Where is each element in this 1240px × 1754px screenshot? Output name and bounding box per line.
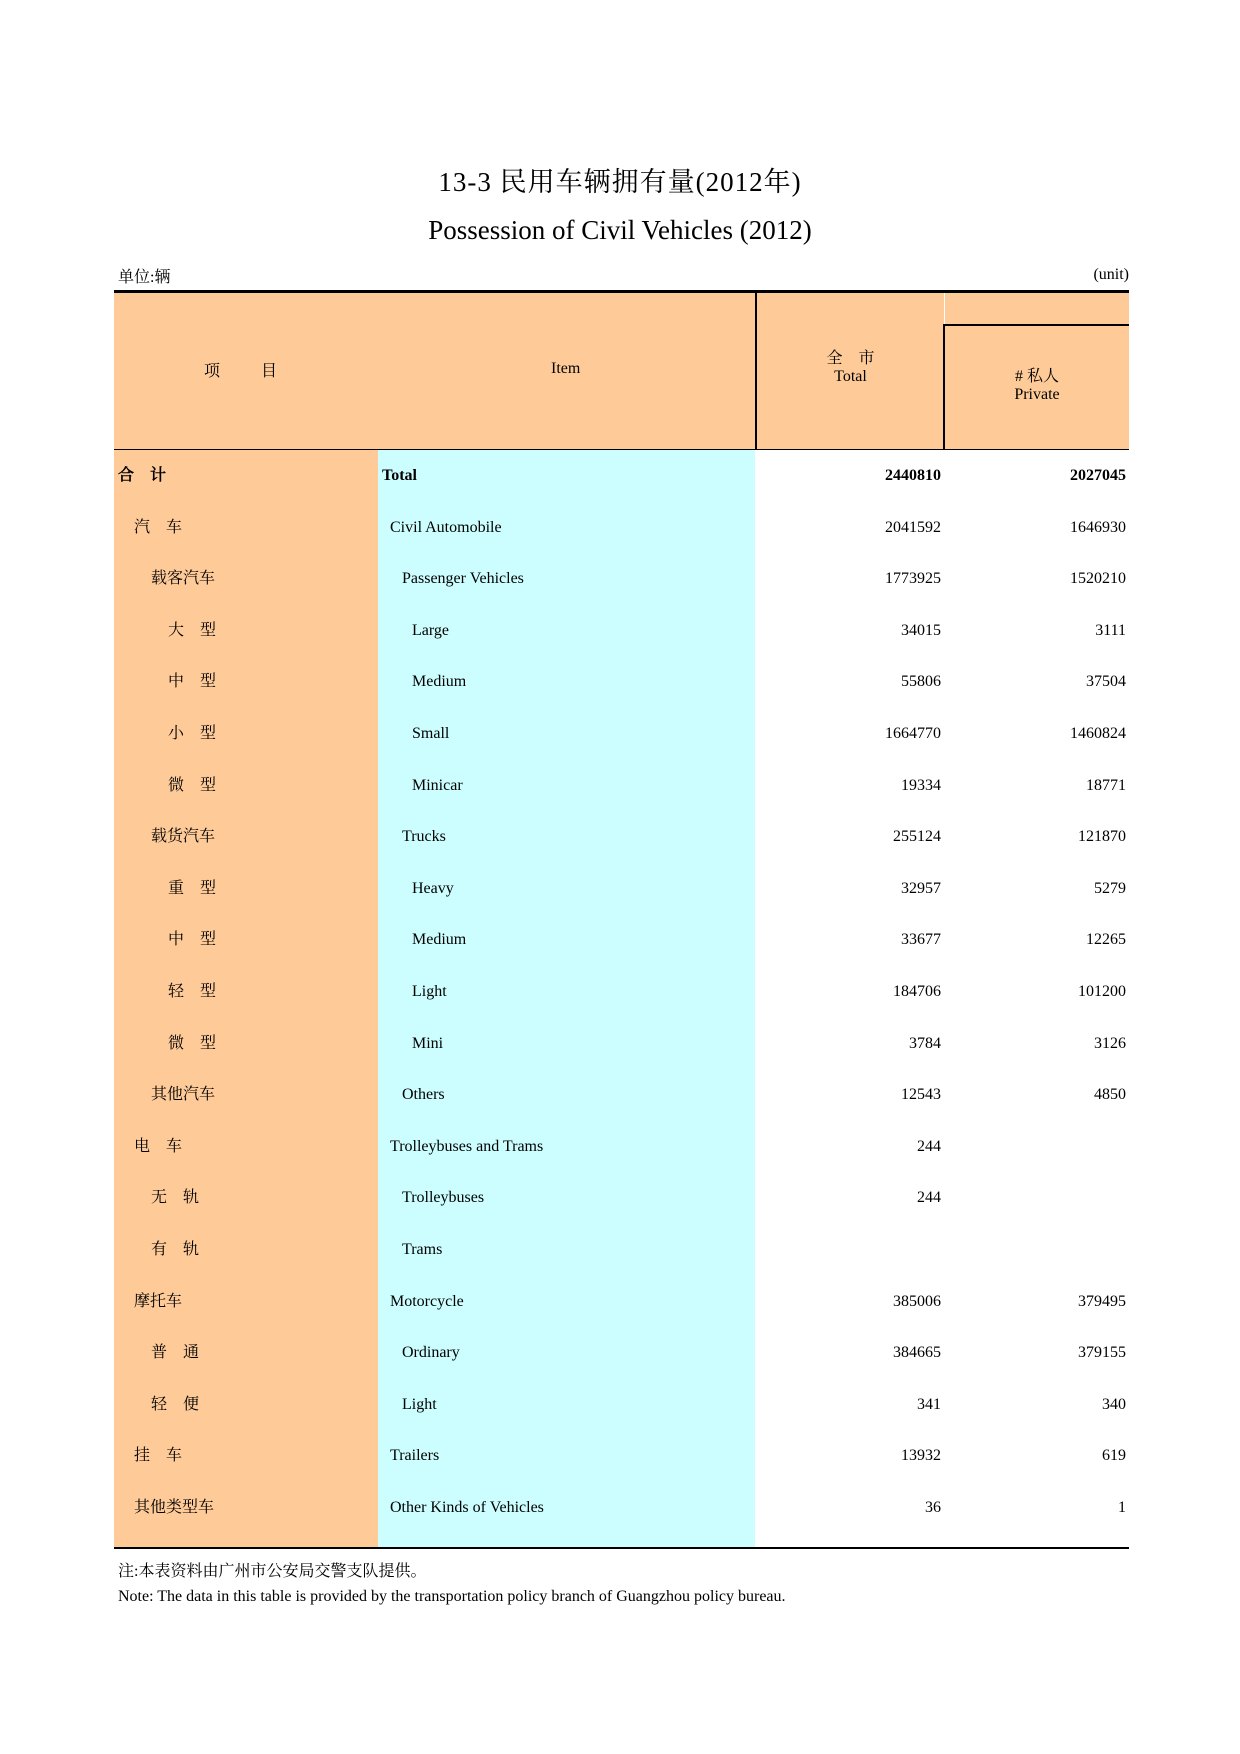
row-private-value: 1 — [1118, 1498, 1126, 1516]
row-total-value: 3784 — [909, 1034, 941, 1052]
row-item-cn: 其他汽车 — [151, 1086, 216, 1104]
row-total-value: 341 — [917, 1395, 941, 1413]
row-total-value: 12543 — [901, 1086, 941, 1104]
row-item-en: Passenger Vehicles — [402, 570, 524, 588]
row-item-cn: 轻 便 — [151, 1395, 200, 1413]
row-item-en: Trolleybuses and Trams — [390, 1137, 544, 1155]
row-total-value: 1773925 — [885, 570, 941, 588]
row-private-value: 121870 — [1078, 828, 1126, 846]
row-private-value: 619 — [1102, 1447, 1126, 1465]
row-item-en: Civil Automobile — [390, 518, 502, 536]
row-total-value: 1664770 — [885, 724, 941, 742]
row-private-value: 1646930 — [1070, 518, 1126, 536]
table-row — [114, 605, 1129, 657]
table-row — [114, 656, 1129, 708]
row-private-value: 1460824 — [1070, 724, 1126, 742]
table-row — [114, 811, 1129, 863]
header-private-top-rule — [943, 324, 1129, 326]
unit-label-cn: 单位:辆 — [118, 269, 171, 286]
row-private-value: 379495 — [1078, 1292, 1126, 1310]
table-row — [114, 914, 1129, 966]
row-item-cn: 中 型 — [168, 673, 217, 691]
table-row — [114, 1224, 1129, 1276]
row-item-en: Total — [382, 467, 417, 484]
row-total-value — [757, 1224, 941, 1276]
table-row — [114, 708, 1129, 760]
row-total-value: 255124 — [893, 828, 941, 846]
row-item-en: Trams — [402, 1240, 443, 1258]
table-row — [114, 450, 1129, 502]
table-row — [114, 553, 1129, 605]
vehicles-table — [114, 290, 1129, 1550]
row-item-cn: 无 轨 — [151, 1189, 200, 1207]
row-total-value: 184706 — [893, 982, 941, 1000]
header-total — [757, 350, 944, 386]
row-item-en: Others — [402, 1086, 445, 1104]
row-item-cn: 载客汽车 — [151, 570, 216, 588]
row-total-value: 32957 — [901, 879, 941, 897]
row-item-en: Trailers — [390, 1447, 440, 1465]
table-row — [114, 502, 1129, 554]
header-divider — [755, 293, 757, 449]
table-row — [114, 1069, 1129, 1121]
row-item-en: Medium — [412, 673, 467, 691]
table-row — [114, 1018, 1129, 1070]
row-item-en: Trucks — [402, 828, 446, 846]
row-total-value: 33677 — [901, 931, 941, 949]
row-private-value: 4850 — [1094, 1086, 1126, 1104]
row-item-cn: 大 型 — [168, 621, 217, 639]
header-private — [945, 368, 1129, 404]
unit-label-en: (unit) — [1093, 266, 1129, 283]
row-item-en: Motorcycle — [390, 1292, 464, 1310]
row-item-cn: 轻 型 — [168, 982, 217, 1000]
row-total-value: 244 — [917, 1137, 941, 1155]
row-private-value: 101200 — [1078, 982, 1126, 1000]
row-private-value: 5279 — [1094, 879, 1126, 897]
row-total-value: 244 — [917, 1189, 941, 1207]
row-item-cn: 普 通 — [151, 1344, 200, 1362]
table-row — [114, 966, 1129, 1018]
row-total-value: 384665 — [893, 1344, 941, 1362]
row-item-en: Light — [402, 1395, 437, 1413]
row-item-en: Medium — [412, 931, 467, 949]
table-body — [114, 450, 1129, 1533]
row-private-value — [945, 1224, 1126, 1276]
row-item-cn: 小 型 — [168, 724, 217, 742]
row-private-value: 3126 — [1094, 1034, 1126, 1052]
table-top-rule — [114, 290, 1129, 293]
row-total-value: 385006 — [893, 1292, 941, 1310]
row-total-value: 34015 — [901, 621, 941, 639]
row-private-value: 379155 — [1078, 1344, 1126, 1362]
header-private-divider — [943, 324, 945, 449]
table-row — [114, 1121, 1129, 1173]
page-title-en: Possession of Civil Vehicles (2012) — [428, 215, 812, 245]
note-en: Note: The data in this table is provided by the transportation policy branch of Guangzhou policy bureau. — [118, 1588, 786, 1605]
row-private-value: 37504 — [1086, 673, 1126, 691]
table-row — [114, 863, 1129, 915]
header-total-en: Total — [834, 368, 867, 385]
header-private-en: Private — [1014, 386, 1060, 403]
row-item-en: Mini — [412, 1034, 444, 1052]
row-item-en: Large — [412, 621, 450, 639]
row-total-value: 2440810 — [885, 467, 941, 484]
table-row — [114, 1276, 1129, 1328]
row-item-cn: 汽 车 — [134, 518, 183, 536]
header-item-cn: 项 目 — [204, 363, 279, 380]
table-row — [114, 1172, 1129, 1224]
page-title-cn: 13-3 民用车辆拥有量(2012年) — [438, 167, 802, 197]
row-private-value: 340 — [1102, 1395, 1126, 1413]
header-private-cn: # 私人 — [1014, 368, 1059, 385]
row-private-value: 1520210 — [1070, 570, 1126, 588]
row-item-en: Trolleybuses — [402, 1189, 485, 1207]
row-private-value — [945, 1121, 1126, 1173]
row-item-cn: 摩托车 — [134, 1292, 183, 1310]
row-item-en: Other Kinds of Vehicles — [390, 1498, 544, 1516]
row-total-value: 55806 — [901, 673, 941, 691]
row-item-en: Small — [412, 724, 450, 742]
row-private-value: 3111 — [1095, 621, 1126, 639]
row-item-cn: 有 轨 — [151, 1240, 200, 1258]
note-cn: 注:本表资料由广州市公安局交警支队提供。 — [118, 1563, 427, 1580]
table-row — [114, 1327, 1129, 1379]
row-item-cn: 挂 车 — [134, 1447, 183, 1465]
row-total-value: 19334 — [901, 776, 941, 794]
row-private-value: 2027045 — [1070, 467, 1126, 484]
table-row — [114, 760, 1129, 812]
row-private-value: 18771 — [1086, 776, 1126, 794]
row-item-en: Heavy — [412, 879, 454, 897]
row-item-en: Minicar — [412, 776, 463, 794]
row-item-cn: 其他类型车 — [134, 1498, 215, 1516]
table-bottom-rule — [114, 1547, 1129, 1549]
header-total-cn: 全 市 — [826, 350, 875, 367]
row-item-cn: 重 型 — [168, 879, 217, 897]
row-item-cn: 电 车 — [134, 1137, 183, 1155]
row-item-cn: 中 型 — [168, 931, 217, 949]
row-item-cn: 微 型 — [168, 1034, 217, 1052]
row-item-cn: 合 计 — [118, 467, 167, 484]
row-private-value — [945, 1172, 1126, 1224]
table-row — [114, 1430, 1129, 1482]
table-header-strip — [945, 293, 1129, 324]
row-total-value: 13932 — [901, 1447, 941, 1465]
row-item-en: Ordinary — [402, 1344, 460, 1362]
row-item-cn: 微 型 — [168, 776, 217, 794]
row-item-cn: 载货汽车 — [151, 828, 216, 846]
row-total-value: 36 — [925, 1498, 941, 1516]
row-total-value: 2041592 — [885, 518, 941, 536]
row-private-value: 12265 — [1086, 931, 1126, 949]
header-item-en: Item — [551, 360, 581, 377]
row-item-en: Light — [412, 982, 447, 1000]
table-row — [114, 1482, 1129, 1534]
table-row — [114, 1379, 1129, 1431]
